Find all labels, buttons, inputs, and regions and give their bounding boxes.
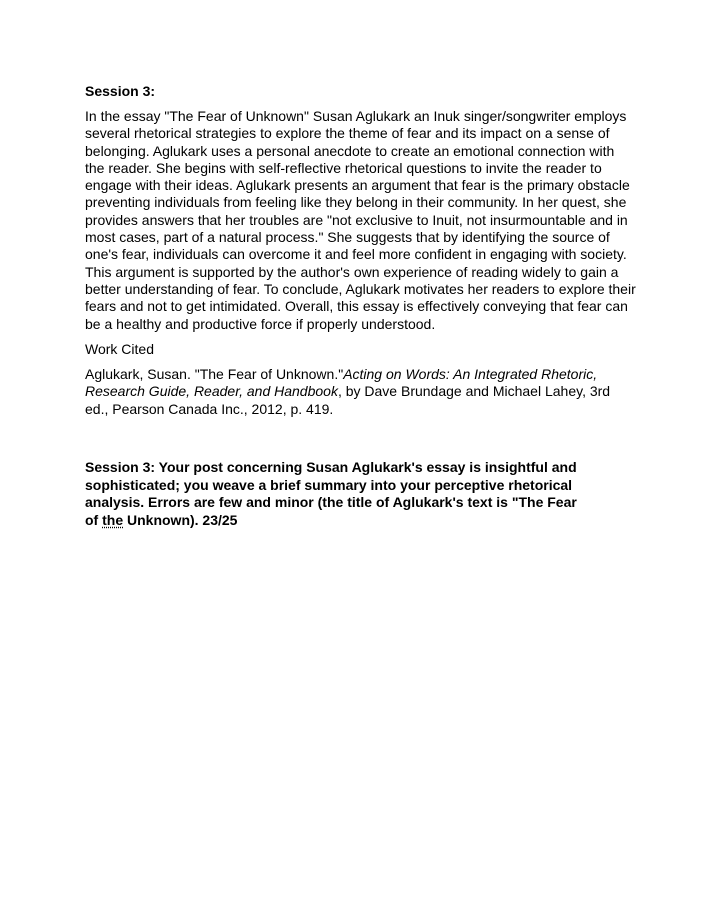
citation-author-title: Aglukark, Susan. "The Fear of Unknown." [85, 366, 344, 383]
citation-book-title: Acting on Words: An Integrated Rhetoric, Research Guide, Reader, and Handbook [85, 366, 598, 400]
feedback-text: Session 3: Your post concerning Susan Aglukark's essay is insightful and sophisticated; you weave a brief summary into your perceptive rhetorical analysis. Errors are few and minor (the title of Aglukark's text is "The Fear of [85, 459, 577, 528]
document-page [85, 81, 637, 528]
session-heading: Session 3: [85, 83, 156, 99]
work-cited-heading: Work Cited [85, 340, 154, 357]
feedback-underlined-word: the [102, 511, 124, 528]
feedback-grade-text: Unknown). 23/25 [123, 511, 238, 528]
instructor-feedback [85, 459, 585, 529]
essay-paragraph: In the essay "The Fear of Unknown" Susan Aglukark an Inuk singer/songwriter employs several rhetorical strategies to explore the theme of fear and its impact on a sense of belonging. Aglukark uses a personal anecdote to create an emotional connection with the reader. She begins with self-reflective rhetorical questions to invite the reader to engage with their ideas. Aglukark presents an argument that fear is the primary obstacle preventing individuals from feeling like they belong in their community. In her quest, she provides answers that her troubles are "not exclusive to Inuit, not insurmountable and in most cases, part of a natural process." She suggests that by identifying the source of one's fear, individuals can overcome it and feel more confident in engaging with society. This argument is supported by the author's own experience of reading widely to gain a better understanding of fear. To conclude, Aglukark motivates her readers to explore their fears and not to get intimidated. Overall, this essay is effectively conveying that fear can be a healthy and productive force if properly understood. [85, 108, 636, 332]
citation-publication: , by Dave Brundage and Michael Lahey, 3rd ed., Pearson Canada Inc., 2012, p. 419. [85, 383, 611, 417]
citation-entry [85, 366, 637, 418]
